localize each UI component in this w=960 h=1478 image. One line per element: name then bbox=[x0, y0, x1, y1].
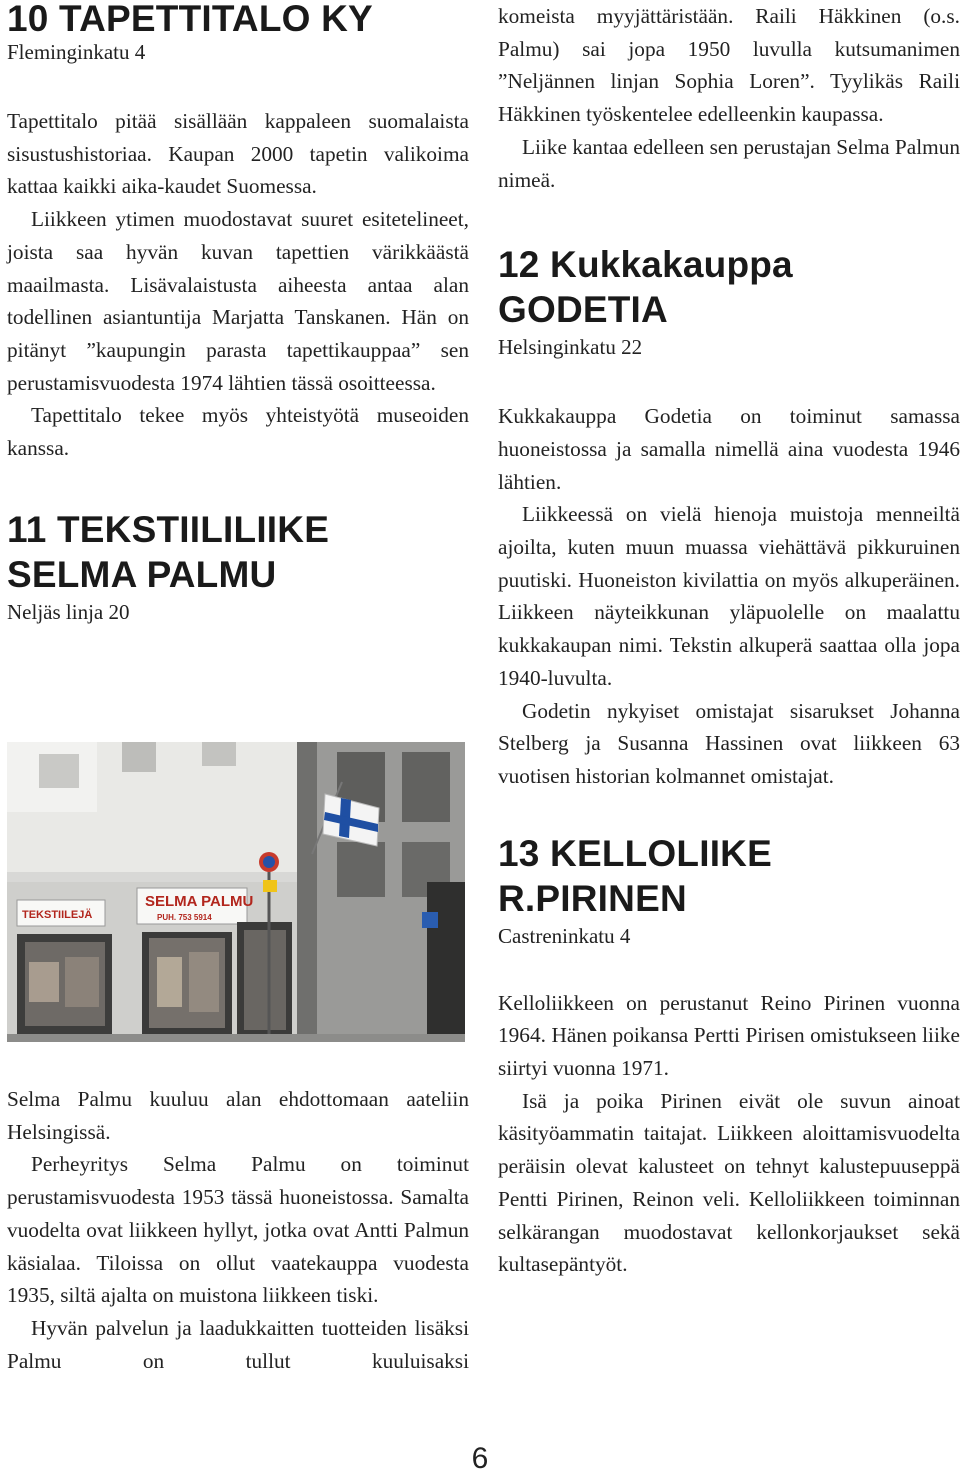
section-13-address: Castreninkatu 4 bbox=[498, 923, 631, 948]
section-12-title: 12 Kukkakauppa GODETIA bbox=[498, 244, 793, 331]
section-13-paragraph-2: Isä ja poika Pirinen eivät ole suvun ainoat käsityöammatin taitajat. Liikkeen aloittamisvuodelta peräisin olevat kalusteet on tehnyt kalustepuuseppä Pentti Pirinen, Reinon veli. Kelloliikkeen toiminnan selkärangan muodostavat kellonkorjaukset sekä kultasepäntyöt. bbox=[498, 1088, 960, 1277]
section-11-continuation bbox=[498, 0, 960, 196]
section-11-selma-palmu bbox=[7, 507, 469, 627]
section-13-paragraph-1: Kelloliikkeen on perustanut Reino Pirinen vuonna 1964. Hänen poikansa Pertti Pirisen omistukseen liike siirtyi vuonna 1971. bbox=[498, 990, 960, 1081]
photo-sign-phone: PUH. 753 5914 bbox=[157, 913, 212, 922]
storefront-photo bbox=[7, 742, 465, 1042]
section-10-tapettitalo bbox=[7, 0, 469, 465]
section-11-title: 11 TEKSTIILILIIKE SELMA PALMU bbox=[7, 508, 330, 595]
section-12-paragraph-2: Liikkeessä on vielä hienoja muistoja menneiltä ajoilta, kuten muun muassa viehättävä pikkuruinen puutiski. Huoneiston kivilattia on myös alkuperäinen. Liikkeen näyteikkunan yläpuolelle on maalattu kukkakaupan nimi. Tekstin alkuperä saattaa olla jopa 1940-luvulta. bbox=[498, 502, 960, 690]
section-11-address: Neljäs linja 20 bbox=[7, 599, 130, 624]
section-11-paragraph-3a: Hyvän palvelun ja laadukkaitten tuotteiden lisäksi Palmu on tullut kuuluisaksi bbox=[7, 1315, 469, 1373]
section-10-paragraph-2: Liikkeen ytimen muodostavat suuret esitetelineet, joista saa hyvän kuvan tapettien värikkäästä maailmasta. Lisävalaistusta aiheesta antaa alan todellinen asiantuntija Marjatta Tanskanen. Hän on pitänyt ”kaupungin parasta tapettikauppaa” sen perustamisvuodesta 1974 lähtien tässä osoitteessa. bbox=[7, 207, 469, 395]
right-column bbox=[498, 0, 960, 1281]
section-11-paragraph-3b: komeista myyjättäristään. Raili Häkkinen (o.s. Palmu) sai jopa 1950 luvulla kutsumanimen ”Neljännen linjan Sophia Loren”. Tyylikäs Raili Häkkinen työskentelee edelleenkin kaupassa. bbox=[498, 4, 960, 127]
section-12-paragraph-1: Kukkakauppa Godetia on toiminut samassa huoneistossa ja samalla nimellä aina vuodesta 1946 lähtien. bbox=[498, 404, 960, 494]
section-10-title: 10 TAPETTITALO KY bbox=[7, 0, 373, 39]
section-12-paragraph-3: Godetin nykyiset omistajat sisarukset Johanna Stelberg ja Susanna Hassinen ovat liikkeen 63 vuotisen historian kolmannet omistajat. bbox=[498, 698, 960, 788]
page-number: 6 bbox=[471, 1442, 489, 1475]
section-10-address: Fleminginkatu 4 bbox=[7, 40, 146, 64]
left-column bbox=[7, 0, 469, 627]
section-11-paragraph-4: Liike kantaa edelleen sen perustajan Selma Palmun nimeä. bbox=[498, 134, 960, 192]
section-12-address: Helsinginkatu 22 bbox=[498, 335, 643, 360]
section-11-paragraph-1: Selma Palmu kuuluu alan ehdottomaan aateliin Helsingissä. bbox=[7, 1087, 469, 1144]
photo-sign-selma-palmu: SELMA PALMU bbox=[145, 893, 254, 910]
section-11-paragraph-2: Perheyritys Selma Palmu on toiminut perustamisvuodesta 1953 tässä huoneistossa. Samalta vuodelta ovat liikkeen hyllyt, jotka ovat Antti Palmun käsialaa. Tiloissa on ollut vaatekauppa vuodesta 1935, siltä ajalta on muistona liikkeen tiski. bbox=[7, 1152, 469, 1308]
photo-sign-tekstiileja: TEKSTIILEJÄ bbox=[22, 909, 93, 921]
left-column-bottom bbox=[7, 1083, 469, 1377]
section-10-paragraph-1: Tapettitalo pitää sisällään kappaleen suomalaista sisustushistoriaa. Kaupan 2000 tapetin valikoima kattaa kaikki aika-kaudet Suomessa. bbox=[7, 109, 469, 199]
section-13-title: 13 KELLOLIIKE R.PIRINEN bbox=[498, 832, 772, 919]
section-12-godetia bbox=[498, 242, 960, 792]
section-13-kelloliike bbox=[498, 831, 960, 1281]
section-10-paragraph-3: Tapettitalo tekee myös yhteistyötä museoiden kanssa. bbox=[7, 403, 469, 461]
